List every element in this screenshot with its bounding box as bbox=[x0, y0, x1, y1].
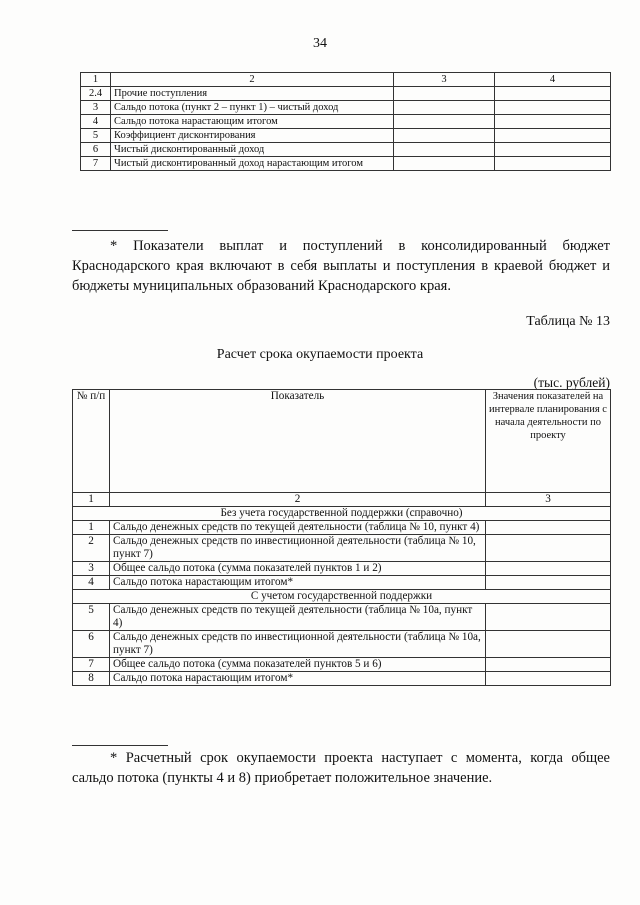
row-label: Сальдо потока нарастающим итогом* bbox=[110, 672, 486, 686]
row-label: Сальдо потока нарастающим итогом bbox=[111, 115, 394, 129]
row-number: 4 bbox=[73, 576, 110, 590]
table-row bbox=[81, 143, 611, 157]
value-cell bbox=[486, 604, 611, 631]
row-number: 5 bbox=[73, 604, 110, 631]
row-number: 4 bbox=[81, 115, 111, 129]
row-label: Сальдо денежных средств по текущей деятельности (таблица № 10, пункт 4) bbox=[110, 521, 486, 535]
column-number: 2 bbox=[110, 493, 486, 507]
section-title: С учетом государственной поддержки bbox=[73, 590, 611, 604]
value-cell bbox=[495, 157, 611, 171]
column-number: 3 bbox=[486, 493, 611, 507]
row-label: Сальдо потока нарастающим итогом* bbox=[110, 576, 486, 590]
value-cell bbox=[394, 143, 495, 157]
value-cell bbox=[486, 576, 611, 590]
row-number: 8 bbox=[73, 672, 110, 686]
row-number: 5 bbox=[81, 129, 111, 143]
value-cell bbox=[495, 87, 611, 101]
row-label: Сальдо потока (пункт 2 – пункт 1) – чистый доход bbox=[111, 101, 394, 115]
table-row bbox=[81, 87, 611, 101]
indicators-table bbox=[80, 72, 611, 171]
row-number: 3 bbox=[73, 562, 110, 576]
row-label: Чистый дисконтированный доход bbox=[111, 143, 394, 157]
section-title: Без учета государственной поддержки (справочно) bbox=[73, 507, 611, 521]
column-header: 2 bbox=[111, 73, 394, 87]
row-label: Прочие поступления bbox=[111, 87, 394, 101]
row-number: 6 bbox=[73, 631, 110, 658]
table-row bbox=[81, 101, 611, 115]
table-row bbox=[81, 157, 611, 171]
table-row bbox=[73, 631, 611, 658]
column-numbers-row bbox=[73, 493, 611, 507]
table-label: Таблица № 13 bbox=[526, 314, 610, 329]
table-row bbox=[81, 129, 611, 143]
table-row bbox=[73, 604, 611, 631]
row-number: 6 bbox=[81, 143, 111, 157]
table-row bbox=[73, 672, 611, 686]
row-number: 2.4 bbox=[81, 87, 111, 101]
payback-table bbox=[72, 389, 611, 686]
table-header-row bbox=[81, 73, 611, 87]
row-label: Общее сальдо потока (сумма показателей пунктов 5 и 6) bbox=[110, 658, 486, 672]
table-row bbox=[73, 576, 611, 590]
value-cell bbox=[394, 129, 495, 143]
value-cell bbox=[495, 101, 611, 115]
row-label: Сальдо денежных средств по инвестиционной деятельности (таблица № 10, пункт 7) bbox=[110, 535, 486, 562]
column-header: 4 bbox=[495, 73, 611, 87]
section-row bbox=[73, 590, 611, 604]
row-label: Коэффициент дисконтирования bbox=[111, 129, 394, 143]
table-row bbox=[73, 658, 611, 672]
value-cell bbox=[394, 157, 495, 171]
value-cell bbox=[394, 87, 495, 101]
table-row bbox=[73, 521, 611, 535]
row-label: Сальдо денежных средств по текущей деятельности (таблица № 10а, пункт 4) bbox=[110, 604, 486, 631]
footnote-payback: * Расчетный срок окупаемости проекта наступает с момента, когда общее сальдо потока (пункты 4 и 8) приобретает положительное значение. bbox=[72, 750, 610, 786]
value-cell bbox=[486, 672, 611, 686]
table-row bbox=[73, 535, 611, 562]
row-number: 3 bbox=[81, 101, 111, 115]
units-label: (тыс. рублей) bbox=[533, 375, 610, 390]
column-header-indicator: Показатель bbox=[110, 390, 486, 493]
row-label: Сальдо денежных средств по инвестиционной деятельности (таблица № 10а, пункт 7) bbox=[110, 631, 486, 658]
value-cell bbox=[486, 521, 611, 535]
column-header-value: Значения показателей на интервале планирования с начала деятельности по проекту bbox=[486, 390, 611, 493]
value-cell bbox=[486, 631, 611, 658]
column-header-number: № п/п bbox=[73, 390, 110, 493]
section-row bbox=[73, 507, 611, 521]
footnote-separator bbox=[72, 230, 168, 231]
table-row bbox=[73, 562, 611, 576]
table-row bbox=[81, 115, 611, 129]
value-cell bbox=[495, 129, 611, 143]
row-number: 2 bbox=[73, 535, 110, 562]
value-cell bbox=[495, 143, 611, 157]
value-cell bbox=[495, 115, 611, 129]
value-cell bbox=[486, 535, 611, 562]
value-cell bbox=[486, 562, 611, 576]
row-label: Чистый дисконтированный доход нарастающим итогом bbox=[111, 157, 394, 171]
row-number: 1 bbox=[73, 521, 110, 535]
page-number: 34 bbox=[313, 36, 327, 51]
column-header: 1 bbox=[81, 73, 111, 87]
table-title: Расчет срока окупаемости проекта bbox=[216, 347, 424, 362]
column-number: 1 bbox=[73, 493, 110, 507]
row-number: 7 bbox=[81, 157, 111, 171]
row-number: 7 bbox=[73, 658, 110, 672]
value-cell bbox=[486, 658, 611, 672]
footnote-separator bbox=[72, 745, 168, 746]
table-header-row bbox=[73, 390, 611, 493]
value-cell bbox=[394, 115, 495, 129]
column-header: 3 bbox=[394, 73, 495, 87]
footnote-consolidated-budget: * Показатели выплат и поступлений в консолидированный бюджет Краснодарского края включают в себя выплаты и поступления в краевой бюджет и бюджеты муниципальных образований Краснодарского края. bbox=[72, 238, 610, 294]
value-cell bbox=[394, 101, 495, 115]
row-label: Общее сальдо потока (сумма показателей пунктов 1 и 2) bbox=[110, 562, 486, 576]
